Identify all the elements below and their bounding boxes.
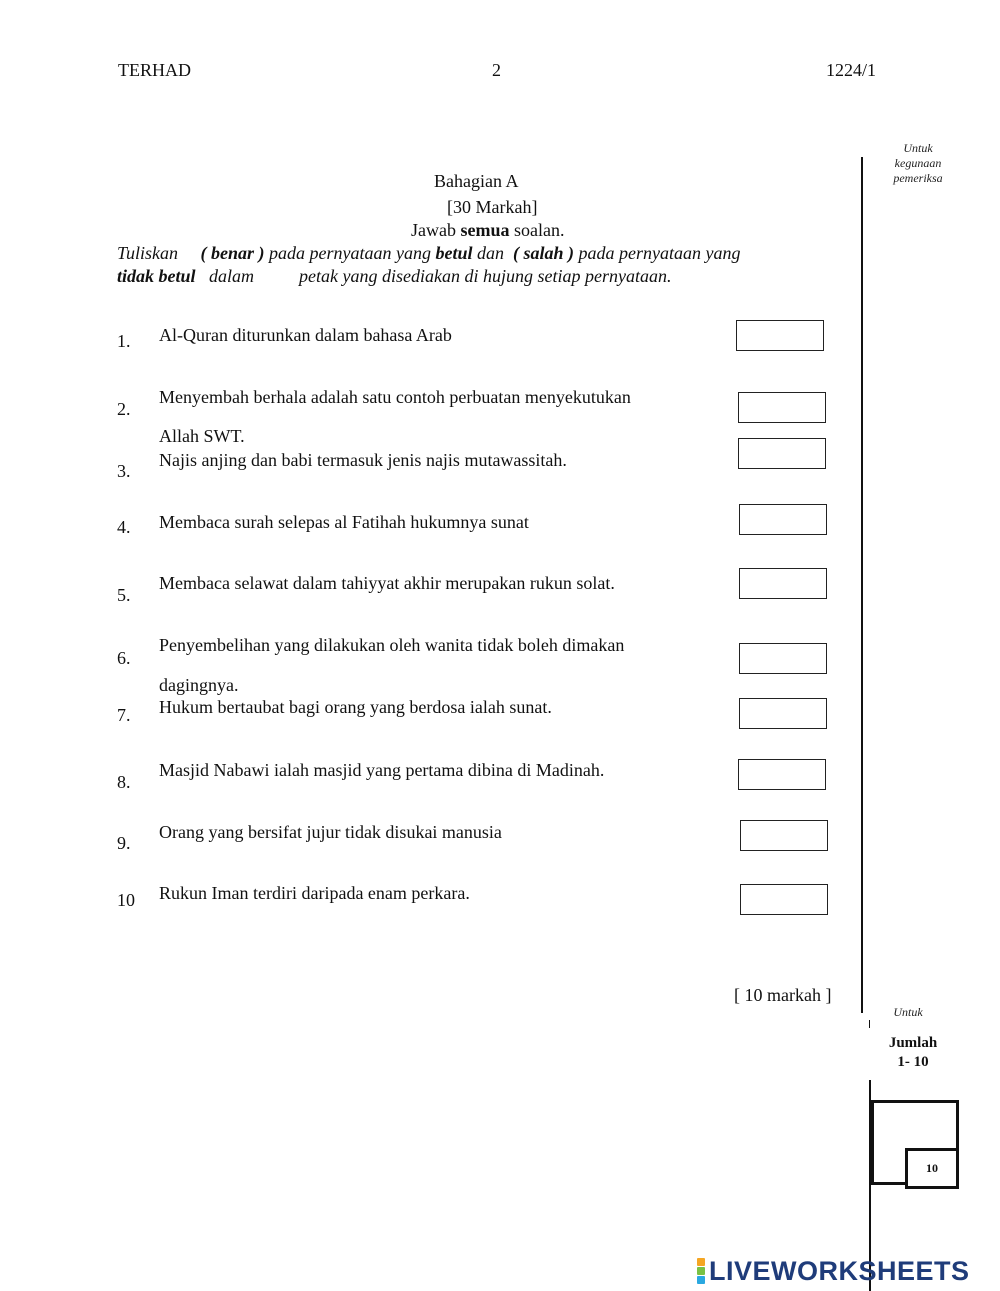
question-number: 4. [117, 517, 131, 537]
page-number: 2 [492, 60, 501, 80]
instruction-line-2 [117, 264, 671, 288]
question-number: 9. [117, 833, 131, 853]
instr-benar: ( benar ) [200, 243, 265, 263]
answer-box-10[interactable] [740, 884, 828, 915]
examiner-note-line: Untuk [903, 141, 933, 155]
examiner-note-bottom [868, 1005, 948, 1025]
liveworksheets-logo [697, 1256, 970, 1286]
header-left: TERHAD [118, 60, 191, 80]
question-text-continued: dagingnya. [159, 675, 239, 695]
answer-prefix: Jawab [411, 220, 456, 240]
question-text: Masjid Nabawi ialah masjid yang pertama dibina di Madinah. [159, 760, 605, 780]
header-right: 1224/1 [826, 60, 877, 80]
question-text: Al-Quran diturunkan dalam bahasa Arab [159, 325, 452, 345]
question-number: 7. [117, 705, 131, 725]
answer-box-4[interactable] [739, 504, 827, 535]
question-text: Menyembah berhala adalah satu contoh perbuatan menyekutukan [159, 387, 631, 407]
question-number: 5. [117, 585, 131, 605]
question-number: 8. [117, 772, 131, 792]
instr-text: Tuliskan [117, 243, 179, 263]
answer-suffix: soalan. [513, 220, 565, 240]
score-max-box [905, 1148, 959, 1189]
answer-box-2[interactable] [738, 392, 826, 423]
answer-box-8[interactable] [738, 759, 826, 790]
margin-divider [861, 157, 863, 1013]
answer-box-3[interactable] [738, 438, 826, 469]
logo-block [697, 1267, 705, 1275]
instr-tidak-betul: tidak betul [117, 266, 196, 286]
instr-text: petak yang disediakan di hujung setiap pernyataan. [299, 266, 672, 286]
score-max: 10 [926, 1161, 938, 1175]
question-text-continued: Allah SWT. [159, 426, 245, 446]
score-label [873, 1034, 953, 1072]
answer-box-7[interactable] [739, 698, 827, 729]
answer-box-9[interactable] [740, 820, 828, 851]
examiner-note [878, 141, 958, 186]
section-marks: [30 Markah] [447, 197, 538, 217]
examiner-note-bottom-text: Untuk [893, 1005, 923, 1019]
answer-box-1[interactable] [736, 320, 824, 351]
question-text: Membaca surah selepas al Fatihah hukumnya sunat [159, 512, 529, 532]
instr-text: dan [477, 243, 505, 263]
question-number: 6. [117, 648, 131, 668]
logo-mark-icon [697, 1258, 705, 1284]
answer-bold: semua [460, 220, 510, 240]
question-text: Penyembelihan yang dilakukan oleh wanita tidak boleh dimakan [159, 635, 625, 655]
logo-block [697, 1258, 705, 1266]
section-title: Bahagian A [434, 171, 519, 191]
examiner-note-cut [868, 1020, 948, 1025]
question-text: Orang yang bersifat jujur tidak disukai manusia [159, 822, 502, 842]
instr-text: pada pernyataan yang [578, 243, 741, 263]
answer-box-5[interactable] [739, 568, 827, 599]
examiner-note-line: kegunaan [894, 156, 942, 170]
score-label-line: Jumlah [888, 1035, 938, 1051]
answer-box-6[interactable] [739, 643, 827, 674]
instr-betul: betul [435, 243, 473, 263]
examiner-note-line: pemeriksa [893, 171, 943, 185]
question-number: 1. [117, 331, 131, 351]
score-label-line: 1- 10 [897, 1054, 929, 1070]
logo-block [697, 1276, 705, 1284]
question-number: 2. [117, 399, 131, 419]
instr-text: pada pernyataan yang [269, 243, 431, 263]
question-text: Membaca selawat dalam tahiyyat akhir merupakan rukun solat. [159, 573, 615, 593]
instruction-line-1 [117, 241, 741, 265]
question-number: 10 [117, 890, 135, 910]
margin-divider-tick [869, 1020, 870, 1028]
question-text: Hukum bertaubat bagi orang yang berdosa ialah sunat. [159, 697, 552, 717]
total-marks: [ 10 markah ] [734, 985, 832, 1005]
question-number: 3. [117, 461, 131, 481]
instr-text: dalam [209, 266, 255, 286]
question-text: Rukun Iman terdiri daripada enam perkara. [159, 883, 470, 903]
logo-text: LIVEWORKSHEETS [709, 1255, 970, 1286]
instr-salah: ( salah ) [513, 243, 575, 263]
question-text: Najis anjing dan babi termasuk jenis najis mutawassitah. [159, 450, 567, 470]
answer-instruction [411, 220, 564, 241]
